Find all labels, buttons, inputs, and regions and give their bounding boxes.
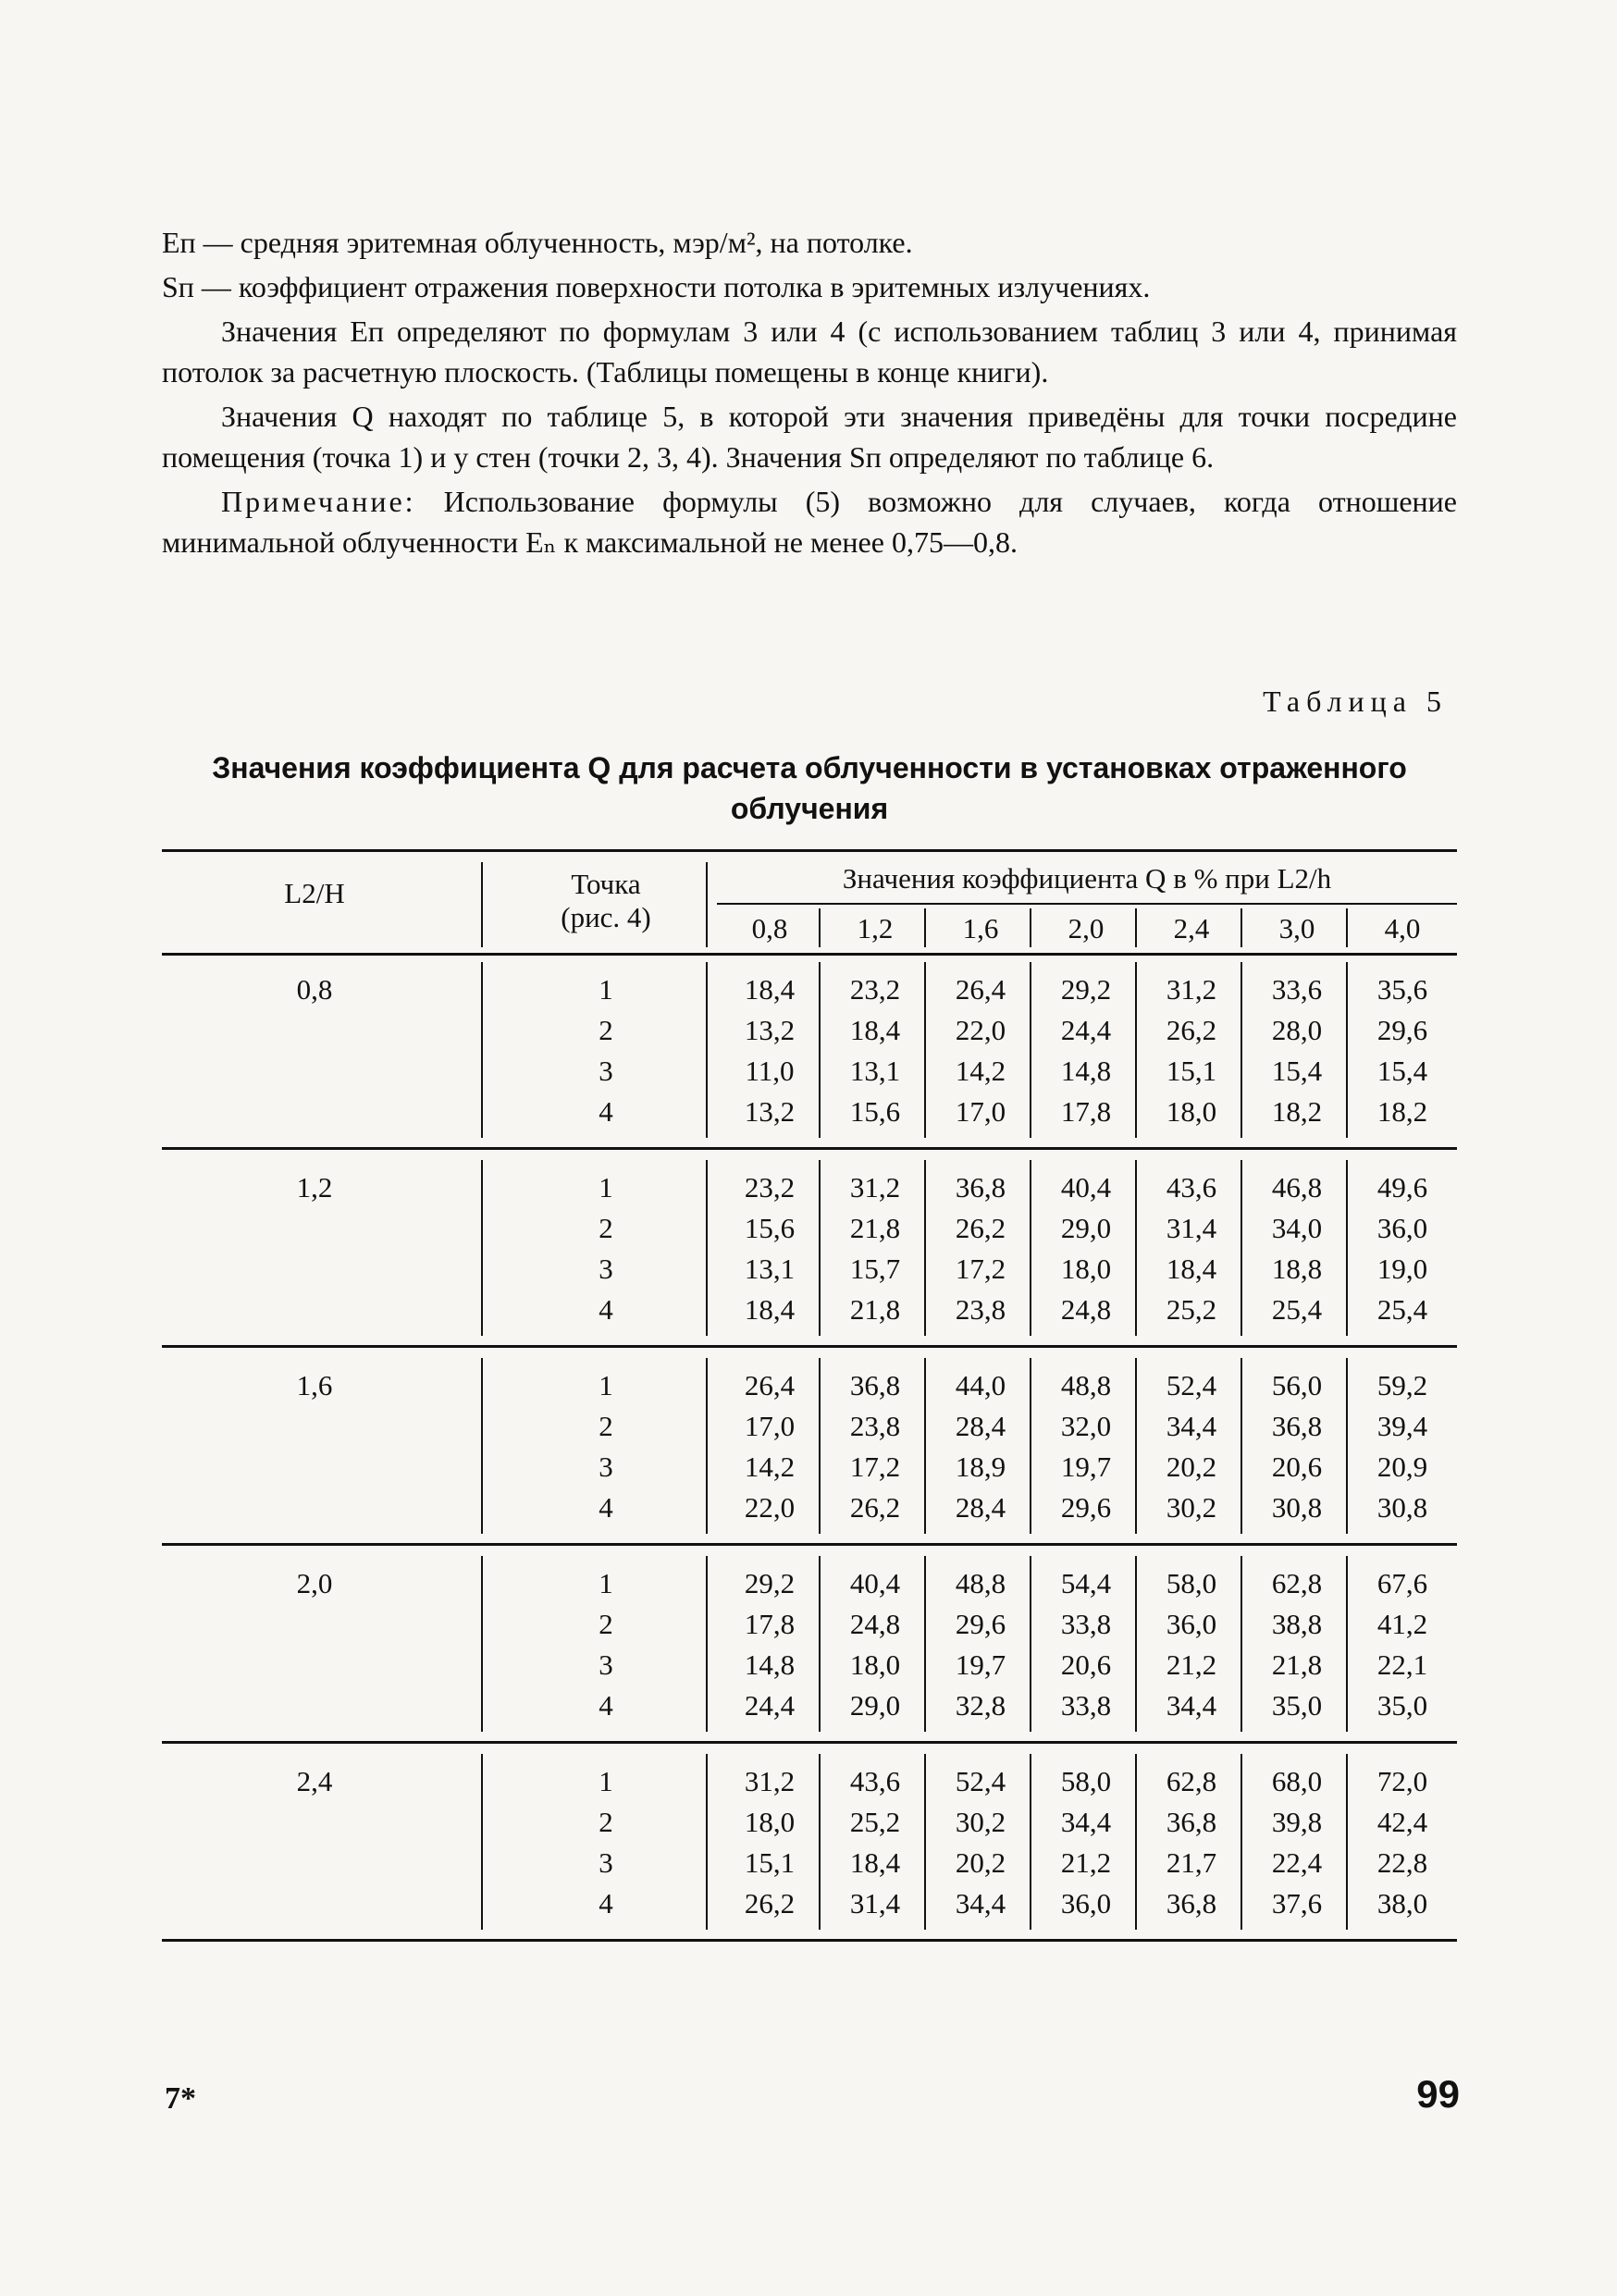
value-cell: 17,8 <box>744 1608 796 1640</box>
subheader-cell: 2,4 <box>1173 912 1210 944</box>
value-cell: 18,4 <box>849 1014 901 1046</box>
value-cell: 25,2 <box>1166 1293 1217 1326</box>
value-cell: 33,6 <box>1271 973 1323 1006</box>
value-cell: 26,2 <box>849 1491 901 1524</box>
value-cell: 52,4 <box>1166 1369 1217 1401</box>
header-point: Точка (рис. 4) <box>561 868 651 933</box>
value-cell: 17,8 <box>1060 1095 1112 1128</box>
point-number: 2 <box>599 1806 613 1838</box>
value-cell: 21,8 <box>849 1293 901 1326</box>
group-divider <box>1241 1160 1242 1336</box>
value-cell: 54,4 <box>1060 1567 1112 1599</box>
point-number: 1 <box>599 1765 613 1797</box>
value-cell: 59,2 <box>1376 1369 1428 1401</box>
value-cell: 15,1 <box>1166 1055 1217 1087</box>
value-cell: 13,2 <box>744 1014 796 1046</box>
group-divider <box>481 1358 483 1534</box>
point-number: 4 <box>599 1491 613 1524</box>
group-divider <box>1241 962 1242 1138</box>
value-cell: 36,8 <box>849 1369 901 1401</box>
value-cell: 56,0 <box>1271 1369 1323 1401</box>
value-cell: 18,2 <box>1271 1095 1323 1128</box>
value-cell: 29,0 <box>849 1689 901 1722</box>
value-cell: 30,2 <box>1166 1491 1217 1524</box>
value-cell: 20,2 <box>1166 1450 1217 1483</box>
group-divider <box>1241 1358 1242 1534</box>
value-cell: 25,2 <box>849 1806 901 1838</box>
value-cell: 29,2 <box>1060 973 1112 1006</box>
value-cell: 38,8 <box>1271 1608 1323 1640</box>
value-cell: 38,0 <box>1376 1887 1428 1920</box>
group-divider <box>1030 1754 1031 1930</box>
value-cell: 18,4 <box>744 973 796 1006</box>
value-cell: 19,0 <box>1376 1253 1428 1285</box>
value-cell: 72,0 <box>1376 1765 1428 1797</box>
point-number: 1 <box>599 1567 613 1599</box>
value-cell: 34,4 <box>1060 1806 1112 1838</box>
value-cell: 15,6 <box>744 1212 796 1244</box>
value-cell: 67,6 <box>1376 1567 1428 1599</box>
value-cell: 40,4 <box>1060 1171 1112 1204</box>
subheader-cell: 4,0 <box>1384 912 1421 944</box>
value-cell: 18,2 <box>1376 1095 1428 1128</box>
point-number: 1 <box>599 1369 613 1401</box>
subheader-divider <box>1241 908 1242 947</box>
value-cell: 31,2 <box>1166 973 1217 1006</box>
group-divider <box>1030 1556 1031 1732</box>
value-cell: 15,4 <box>1271 1055 1323 1087</box>
value-cell: 48,8 <box>955 1567 1006 1599</box>
group-l2h-label: 1,2 <box>296 1171 333 1204</box>
subheader-cell: 3,0 <box>1278 912 1315 944</box>
value-cell: 36,8 <box>955 1171 1006 1204</box>
group-divider <box>819 1358 821 1534</box>
header-divider-2 <box>706 862 708 947</box>
value-cell: 15,4 <box>1376 1055 1428 1087</box>
group-divider <box>924 1556 926 1732</box>
group-divider <box>481 1556 483 1732</box>
group-divider <box>924 1754 926 1930</box>
value-cell: 26,4 <box>955 973 1006 1006</box>
value-cell: 25,4 <box>1271 1293 1323 1326</box>
value-cell: 11,0 <box>745 1055 795 1087</box>
value-cell: 26,2 <box>1166 1014 1217 1046</box>
group-divider <box>1346 1358 1348 1534</box>
value-cell: 58,0 <box>1060 1765 1112 1797</box>
note-label: Примечание: <box>221 485 416 518</box>
value-cell: 36,0 <box>1166 1608 1217 1640</box>
value-cell: 36,0 <box>1376 1212 1428 1244</box>
point-number: 4 <box>599 1689 613 1722</box>
point-number: 2 <box>599 1410 613 1442</box>
value-cell: 32,8 <box>955 1689 1006 1722</box>
value-cell: 17,0 <box>955 1095 1006 1128</box>
point-number: 1 <box>599 973 613 1006</box>
group-bottom-rule <box>162 1147 1457 1150</box>
value-cell: 30,8 <box>1376 1491 1428 1524</box>
group-divider <box>1346 1160 1348 1336</box>
group-divider <box>1135 1358 1137 1534</box>
group-l2h-label: 0,8 <box>296 973 333 1006</box>
value-cell: 41,2 <box>1376 1608 1428 1640</box>
value-cell: 21,8 <box>849 1212 901 1244</box>
value-cell: 14,8 <box>1060 1055 1112 1087</box>
table-caption: Значения коэффициента Q для расчета облученности в установках отраженного облучения <box>212 751 1407 825</box>
group-l2h-label: 2,0 <box>296 1567 333 1599</box>
value-cell: 34,4 <box>1166 1689 1217 1722</box>
point-number: 3 <box>599 1648 613 1681</box>
value-cell: 18,8 <box>1271 1253 1323 1285</box>
value-cell: 24,4 <box>1060 1014 1112 1046</box>
group-divider <box>819 1160 821 1336</box>
value-cell: 17,2 <box>955 1253 1006 1285</box>
coefficient-table <box>162 849 1457 1959</box>
header-values: Значения коэффициента Q в % при L2/h <box>842 862 1332 895</box>
value-cell: 31,2 <box>744 1765 796 1797</box>
value-cell: 36,8 <box>1166 1806 1217 1838</box>
value-cell: 35,6 <box>1376 973 1428 1006</box>
value-cell: 36,0 <box>1060 1887 1112 1920</box>
subheader-divider <box>819 908 821 947</box>
group-divider <box>481 1754 483 1930</box>
value-cell: 52,4 <box>955 1765 1006 1797</box>
value-cell: 18,0 <box>1060 1253 1112 1285</box>
value-cell: 19,7 <box>955 1648 1006 1681</box>
value-cell: 26,2 <box>744 1887 796 1920</box>
value-cell: 31,4 <box>1166 1212 1217 1244</box>
value-cell: 37,6 <box>1271 1887 1323 1920</box>
value-cell: 34,4 <box>955 1887 1006 1920</box>
value-cell: 15,6 <box>849 1095 901 1128</box>
group-divider <box>1135 1754 1137 1930</box>
value-cell: 26,4 <box>744 1369 796 1401</box>
value-cell: 18,4 <box>1166 1253 1217 1285</box>
value-cell: 18,0 <box>1166 1095 1217 1128</box>
point-number: 3 <box>599 1253 613 1285</box>
value-cell: 20,2 <box>955 1846 1006 1879</box>
value-cell: 25,4 <box>1376 1293 1428 1326</box>
group-divider <box>1346 1556 1348 1732</box>
group-divider <box>924 962 926 1138</box>
group-divider <box>1135 962 1137 1138</box>
point-number: 3 <box>599 1450 613 1483</box>
value-cell: 14,2 <box>955 1055 1006 1087</box>
subheader-cell: 1,6 <box>962 912 999 944</box>
value-cell: 39,8 <box>1271 1806 1323 1838</box>
value-cell: 13,2 <box>744 1095 796 1128</box>
value-cell: 17,2 <box>849 1450 901 1483</box>
value-cell: 31,2 <box>849 1171 901 1204</box>
group-bottom-rule <box>162 1939 1457 1942</box>
paragraph-en: Еп — средняя эритемная облученность, мэр/м², на потолке. <box>162 226 913 259</box>
value-cell: 24,4 <box>744 1689 796 1722</box>
value-cell: 46,8 <box>1271 1171 1323 1204</box>
value-cell: 36,8 <box>1166 1887 1217 1920</box>
value-cell: 68,0 <box>1271 1765 1323 1797</box>
group-divider <box>1241 1556 1242 1732</box>
group-divider <box>819 1754 821 1930</box>
value-cell: 29,2 <box>744 1567 796 1599</box>
value-cell: 21,8 <box>1271 1648 1323 1681</box>
value-cell: 17,0 <box>744 1410 796 1442</box>
value-cell: 22,0 <box>744 1491 796 1524</box>
subheader-cell: 2,0 <box>1068 912 1105 944</box>
value-cell: 34,4 <box>1166 1410 1217 1442</box>
subheader-divider <box>1346 908 1348 947</box>
value-cell: 24,8 <box>1060 1293 1112 1326</box>
value-cell: 62,8 <box>1271 1567 1323 1599</box>
value-cell: 43,6 <box>1166 1171 1217 1204</box>
value-cell: 22,8 <box>1376 1846 1428 1879</box>
subheader-divider <box>1030 908 1031 947</box>
group-bottom-rule <box>162 1543 1457 1546</box>
value-cell: 35,0 <box>1271 1689 1323 1722</box>
value-cell: 18,9 <box>955 1450 1006 1483</box>
group-divider <box>706 1556 708 1732</box>
value-cell: 30,2 <box>955 1806 1006 1838</box>
value-cell: 13,1 <box>744 1253 796 1285</box>
point-number: 3 <box>599 1055 613 1087</box>
group-divider <box>706 1358 708 1534</box>
point-number: 1 <box>599 1171 613 1204</box>
group-divider <box>706 962 708 1138</box>
value-cell: 49,6 <box>1376 1171 1428 1204</box>
paragraph-q-values: Значения Q находят по таблице 5, в которой эти значения приведёны для точки посредине помещения (точка 1) и у стен (точки 2, 3, 4). Значения Sп определяют по таблице 6. <box>162 400 1457 474</box>
point-number: 2 <box>599 1014 613 1046</box>
paragraph-sn: Sп — коэффициент отражения поверхности потолка в эритемных излучениях. <box>162 270 1151 303</box>
group-divider <box>1030 962 1031 1138</box>
value-cell: 30,8 <box>1271 1491 1323 1524</box>
value-cell: 36,8 <box>1271 1410 1323 1442</box>
values-header-rule <box>717 903 1457 905</box>
group-divider <box>481 1160 483 1336</box>
group-divider <box>1135 1160 1137 1336</box>
value-cell: 22,0 <box>955 1014 1006 1046</box>
value-cell: 33,8 <box>1060 1608 1112 1640</box>
point-number: 4 <box>599 1095 613 1128</box>
value-cell: 18,0 <box>849 1648 901 1681</box>
value-cell: 18,0 <box>744 1806 796 1838</box>
value-cell: 23,2 <box>849 973 901 1006</box>
point-number: 4 <box>599 1293 613 1326</box>
value-cell: 43,6 <box>849 1765 901 1797</box>
value-cell: 22,1 <box>1376 1648 1428 1681</box>
value-cell: 21,2 <box>1166 1648 1217 1681</box>
value-cell: 22,4 <box>1271 1846 1323 1879</box>
group-divider <box>1346 962 1348 1138</box>
value-cell: 44,0 <box>955 1369 1006 1401</box>
subheader-cell: 1,2 <box>857 912 894 944</box>
value-cell: 29,6 <box>955 1608 1006 1640</box>
header-bottom-rule <box>162 953 1457 956</box>
value-cell: 29,6 <box>1376 1014 1428 1046</box>
value-cell: 31,4 <box>849 1887 901 1920</box>
subheader-divider <box>1135 908 1137 947</box>
value-cell: 28,0 <box>1271 1014 1323 1046</box>
group-divider <box>924 1160 926 1336</box>
subheader-cell: 0,8 <box>751 912 788 944</box>
group-divider <box>924 1358 926 1534</box>
value-cell: 20,9 <box>1376 1450 1428 1483</box>
value-cell: 48,8 <box>1060 1369 1112 1401</box>
value-cell: 15,7 <box>849 1253 901 1285</box>
page-number: 99 <box>1416 2072 1460 2116</box>
value-cell: 33,8 <box>1060 1689 1112 1722</box>
value-cell: 13,1 <box>849 1055 901 1087</box>
value-cell: 40,4 <box>849 1567 901 1599</box>
header-divider-1 <box>481 862 483 947</box>
note-text: Использование формулы (5) возможно для случаев, когда отношение минимальной облученности Еₙ к максимальной не менее 0,75—0,8. <box>162 485 1457 559</box>
group-bottom-rule <box>162 1345 1457 1348</box>
group-l2h-label: 2,4 <box>296 1765 333 1797</box>
point-number: 4 <box>599 1887 613 1920</box>
value-cell: 20,6 <box>1271 1450 1323 1483</box>
value-cell: 39,4 <box>1376 1410 1428 1442</box>
point-number: 2 <box>599 1608 613 1640</box>
paragraph-en-values: Значения Еп определяют по формулам 3 или 4 (с использованием таблиц 3 или 4, принимая потолок за расчетную плоскость. (Таблицы помещены в конце книги). <box>162 315 1457 389</box>
value-cell: 21,2 <box>1060 1846 1112 1879</box>
group-divider <box>1346 1754 1348 1930</box>
group-bottom-rule <box>162 1741 1457 1744</box>
group-divider <box>706 1160 708 1336</box>
value-cell: 18,4 <box>849 1846 901 1879</box>
group-divider <box>819 1556 821 1732</box>
value-cell: 35,0 <box>1376 1689 1428 1722</box>
value-cell: 62,8 <box>1166 1765 1217 1797</box>
value-cell: 28,4 <box>955 1410 1006 1442</box>
point-number: 2 <box>599 1212 613 1244</box>
value-cell: 29,0 <box>1060 1212 1112 1244</box>
value-cell: 23,8 <box>849 1410 901 1442</box>
value-cell: 28,4 <box>955 1491 1006 1524</box>
value-cell: 32,0 <box>1060 1410 1112 1442</box>
value-cell: 18,4 <box>744 1293 796 1326</box>
value-cell: 29,6 <box>1060 1491 1112 1524</box>
value-cell: 14,8 <box>744 1648 796 1681</box>
group-divider <box>481 962 483 1138</box>
group-l2h-label: 1,6 <box>296 1369 333 1401</box>
value-cell: 14,2 <box>744 1450 796 1483</box>
value-cell: 23,2 <box>744 1171 796 1204</box>
value-cell: 23,8 <box>955 1293 1006 1326</box>
group-divider <box>819 962 821 1138</box>
value-cell: 58,0 <box>1166 1567 1217 1599</box>
table-top-rule <box>162 849 1457 852</box>
table-label: Таблица 5 <box>1263 685 1448 718</box>
group-divider <box>706 1754 708 1930</box>
value-cell: 34,0 <box>1271 1212 1323 1244</box>
group-divider <box>1030 1358 1031 1534</box>
body-text <box>162 222 1457 566</box>
value-cell: 15,1 <box>744 1846 796 1879</box>
header-l2h: L2/H <box>284 877 345 909</box>
footer-signature-mark: 7* <box>165 2081 196 2116</box>
value-cell: 20,6 <box>1060 1648 1112 1681</box>
value-cell: 26,2 <box>955 1212 1006 1244</box>
value-cell: 21,7 <box>1166 1846 1217 1879</box>
point-number: 3 <box>599 1846 613 1879</box>
value-cell: 42,4 <box>1376 1806 1428 1838</box>
subheader-divider <box>924 908 926 947</box>
group-divider <box>1241 1754 1242 1930</box>
group-divider <box>1135 1556 1137 1732</box>
value-cell: 24,8 <box>849 1608 901 1640</box>
note-paragraph <box>162 481 1457 562</box>
group-divider <box>1030 1160 1031 1336</box>
value-cell: 19,7 <box>1060 1450 1112 1483</box>
